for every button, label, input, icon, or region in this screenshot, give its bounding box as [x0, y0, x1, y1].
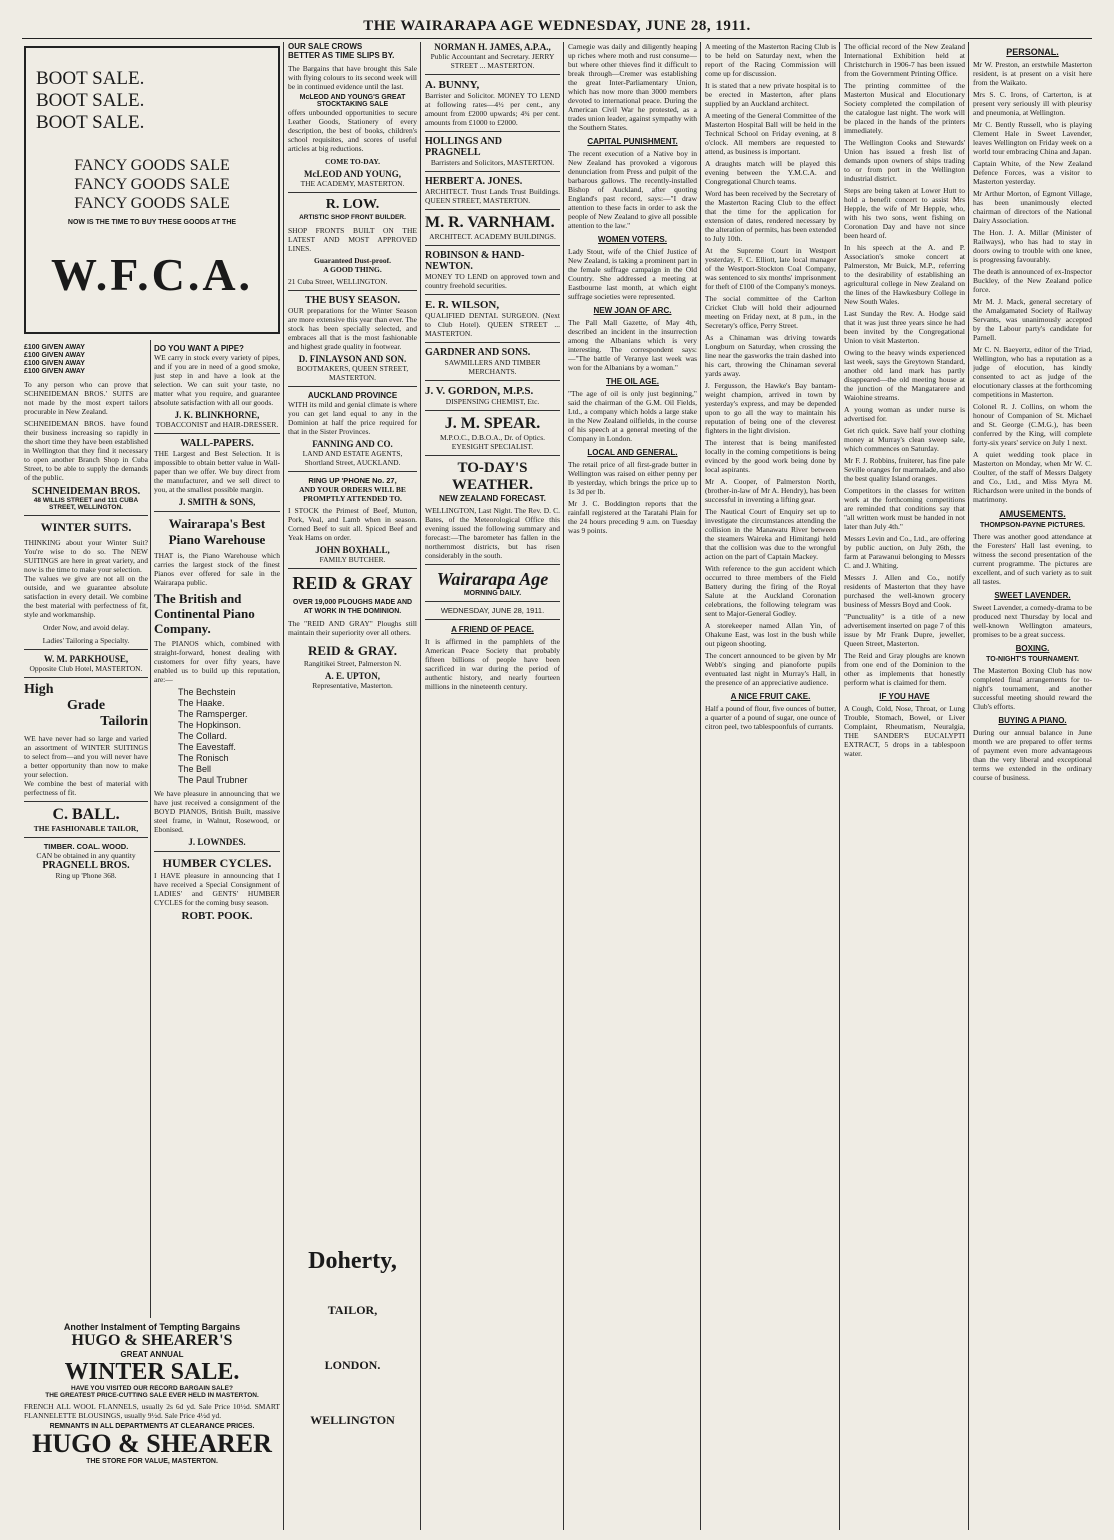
given-text: To any person who can prove that SCHNEIDEMAN BROS.' SUITS are not made by the most expert tailors procurable in New Zealand. [24, 380, 148, 416]
lowndes-name: J. LOWNDES. [188, 837, 246, 847]
issue-date: WEDNESDAY, JUNE 28, 1911. [440, 606, 545, 615]
greatest-sale: THE GREATEST PRICE-CUTTING SALE EVER HELD IN MASTERTON. [45, 1392, 259, 1399]
now-text: NOW IS THE TIME TO BUY THESE GOODS AT THE [67, 219, 237, 226]
cball-name: C. BALL. [52, 806, 120, 823]
come-today: COME TO-DAY. [324, 157, 381, 166]
piano-item: The Eavestaff. [178, 742, 236, 752]
doherty-wellington: WELLINGTON [310, 1413, 395, 1427]
schneideman-name: SCHNEIDEMAN BROS. [31, 486, 141, 497]
remnants-text: REMNANTS IN ALL DEPARTMENTS AT CLEARANCE PRICES. [49, 1423, 255, 1430]
winter-sale-title: WINTER SALE. [64, 1359, 240, 1385]
column-divider [968, 42, 969, 1530]
grade-text: Grade [66, 698, 106, 713]
bunny-name: A. BUNNY, [425, 79, 480, 91]
robinson-name: ROBINSON & HAND-NEWTON. [425, 250, 525, 272]
hugo-shearer-name: HUGO & SHEARER [32, 1429, 272, 1458]
ringup-title: RING UP 'PHONE No. 27, [308, 476, 397, 485]
friend-of-peace-title: A FRIEND OF PEACE. [451, 625, 534, 634]
mcleod-name: McLEOD AND YOUNG, [304, 169, 401, 179]
weather-title: TO-DAY'S WEATHER. [452, 460, 533, 493]
piano-item: The Haake. [178, 698, 225, 708]
col1-left: £100 GIVEN AWAY £100 GIVEN AWAY £100 GIVEN AWAY £100 GIVEN AWAY To any person who can prove that SCHNEIDEMAN BROS.' SUITS are not made by the most expert tailors procurable in New Zealand. SCHNEIDEMAN BROS. have found their business increasing so rapidly in the short time they have been established in Wellington that they find it necessary to open another Branch Shop in Cuba Street, to be able to supply the demands of the public. SCHNEIDEMAN BROS. 48 WILLIS STREET and 111 CUBA STREET, WELLINGTON. WINTER SUITS. THINKING about your Winter Suit? You're wise to do so. The NEW SUITINGS are here in great variety, and now is the time to make your selection. The values we give are not all on the outside, and we guarantee absolute satisfaction in every detail. We combine the best material with perfectness of fit, style and workmanship. Order Now, and avoid delay. Ladies' Tailoring a Specialty. W. M. PARKHOUSE, Opposite Club Hotel, MASTERTON. High Grade Tailorin WE have never had so large and varied an assortment of WINTER SUITINGS to select from—and you will never have a better opportunity than now to make your selection. We combine the best of material with perfectness of fit. C. BALL. THE FASHIONABLE TAILOR, TIMBER. COAL. WOOD. CAN be obtained in any quantity PRAGNELL BROS. Ring up 'Phone 368. [24, 344, 148, 880]
reid-gray-name: REID & GRAY. [308, 643, 397, 658]
piano-item: The Collard. [178, 731, 228, 741]
given-away: £100 GIVEN AWAY [24, 352, 85, 359]
wairarapa-age-title: Wairarapa Age [436, 569, 549, 589]
given-away: £100 GIVEN AWAY [24, 344, 85, 351]
piano-item: The Bell [178, 764, 212, 774]
gardner-name: GARDNER AND SONS. [425, 347, 531, 358]
jones-name: HERBERT A. JONES. [425, 176, 523, 187]
thompson-payne-title: THOMPSON-PAYNE PICTURES. [979, 522, 1085, 529]
piano-item: The Paul Trubner [178, 775, 248, 785]
our-sale-title: OUR SALE CROWS [288, 42, 363, 51]
tailoring-text: Tailorin [100, 714, 148, 729]
women-voters-title: WOMEN VOTERS. [598, 235, 667, 244]
humber-title: HUMBER CYCLES. [162, 856, 272, 870]
hugo-shearer-advert: Another Instalment of Tempting Bargains HUGO & SHEARER'S GREAT ANNUAL WINTER SALE. HAVE YOU VISITED OUR RECORD BARGAIN SALE? THE GREATEST PRICE-CUTTING SALE EVER HELD IN MASTERTON. FRENCH ALL WOOL FLANNELS, usually 2s 6d yd. Sale Price 10½d. SMART FLANNELETTE BLOUSINGS, usually 9½d. Sale Price 4½d yd. REMNANTS IN ALL DEPARTMENTS AT CLEARANCE PRICES. HUGO & SHEARER THE STORE FOR VALUE, MASTERTON. [24, 1322, 280, 1465]
piano-title: Piano Warehouse [168, 532, 266, 547]
given-away: £100 GIVEN AWAY [24, 360, 85, 367]
given-away: £100 GIVEN AWAY [24, 368, 85, 375]
boot-sale-line: BOOT SALE. [36, 112, 145, 133]
doherty-london: LONDON. [324, 1358, 381, 1372]
schneideman-address: 48 WILLIS STREET and 111 CUBA STREET, WELLINGTON. [33, 497, 139, 511]
column-2: OUR SALE CROWS BETTER AS TIME SLIPS BY. The Bargains that have brought this Sale with flying colours to its second week will be in continued evidence until the last. McLEOD AND YOUNG'S GREAT STOCKTAKING SALE offers unbounded opportunities to secure Leather Goods, Stationery of every description, the best of books, children's school requisites, and scores of useful articles at big reductions. COME TO-DAY. McLEOD AND YOUNG, THE ACADEMY, MASTERTON. R. LOW. ARTISTIC SHOP FRONT BUILDER. SHOP FRONTS BUILT ON THE LATEST AND MOST APPROVED LINES. Guaranteed Dust-proof. A GOOD THING. 21 Cuba Street, WELLINGTON. THE BUSY SEASON. OUR preparations for the Winter Season are more extensive this year than ever. The stock has been specially selected, and embraces all that is the most fashionable and highest grade quality in footwear. D. FINLAYSON AND SON. BOOTMAKERS, QUEEN STREET, MASTERTON. AUCKLAND PROVINCE WITH its mild and genial climate is where you can get land equal to any in the Dominion at half the price required for that in the Sister Provinces. FANNING AND CO. LAND AND ESTATE AGENTS, Shortland Street, AUCKLAND. RING UP 'PHONE No. 27, AND YOUR ORDERS WILL BE PROMPTLY ATTENDED TO. I STOCK the Primest of Beef, Mutton, Pork, Veal, and Lamb when in season. Corned Beef to suit all. Spiced Beef and Yeak Hams on order. JOHN BOXHALL, FAMILY BUTCHER. REID & GRAY OVER 19,000 PLOUGHS MADE AND AT WORK IN THE DOMINION. The "REID AND GRAY" Ploughs still maintain their superiority over all others. REID & GRAY. Rangitikei Street, Palmerston N. A. E. UPTON, Representative, Masterton. [288, 42, 417, 690]
fancy-goods-line: FANCY GOODS SALE [74, 157, 230, 174]
cball-subtitle: THE FASHIONABLE TAILOR, [33, 824, 139, 833]
smith-name: J. SMITH & SONS, [178, 497, 256, 507]
winter-text: THINKING about your Winter Suit? You're wise to do so. The NEW SUITINGS are here in great variety, and now is the time to make your selection. [24, 538, 148, 574]
spear-name: J. M. SPEAR. [444, 415, 541, 432]
column-divider [150, 340, 151, 1318]
pragnell-name: PRAGNELL BROS. [42, 860, 130, 871]
rlow-subtitle: ARTISTIC SHOP FRONT BUILDER. [299, 214, 406, 221]
tonight-tournament-title: TO-NIGHT'S TOURNAMENT. [986, 656, 1079, 663]
if-you-have-title: IF YOU HAVE [879, 692, 930, 701]
masthead: THE WAIRARAPA AGE WEDNESDAY, JUNE 28, 1911. [363, 18, 751, 34]
hugo-title: HUGO & SHEARER'S [71, 1332, 233, 1349]
wfca-advert [24, 46, 280, 338]
wallpapers-title: WALL-PAPERS. [180, 438, 254, 449]
masthead-rule [22, 38, 1092, 39]
doherty-name: Doherty, [308, 1248, 397, 1274]
great-annual: GREAT ANNUAL [120, 1350, 184, 1359]
parkhouse-address: Opposite Club Hotel, MASTERTON. [29, 664, 143, 673]
doherty-tailor: TAILOR, [327, 1303, 378, 1317]
instalment-text: Another Instalment of Tempting Bargains [63, 1322, 241, 1332]
fruitcake-title: A NICE FRUIT CAKE. [730, 692, 811, 701]
oil-age-title: THE OIL AGE. [606, 377, 659, 386]
wilson-name: E. R. WILSON, [425, 299, 500, 311]
buying-piano-title: BUYING A PIANO. [998, 716, 1067, 725]
column-divider [700, 42, 701, 1530]
boot-sale-line: BOOT SALE. [36, 90, 145, 111]
column-divider [563, 42, 564, 1530]
fanning-name: FANNING AND CO. [312, 439, 393, 449]
gordon-name: J. V. GORDON, M.P.S. [425, 385, 534, 397]
piano-item: The Hopkinson. [178, 720, 242, 730]
boot-sale-line: BOOT SALE. [36, 68, 145, 89]
column-divider [420, 42, 421, 1530]
column-7: PERSONAL. Mr W. Preston, an erstwhile Masterton resident, is at present on a visit here from the Waikato. Mrs S. C. Irons, of Carterton, is at present very seriously ill with pleurisy and pneumonia, at Wellington. Mr C. Bently Russell, who is playing Clement Hale in Sweet Lavender, leaves Wellington on Friday week on a world tour embracing China and Japan. Captain White, of the New Zealand Defence Forces, was a visitor to Masterton yesterday. Mr Arthur Morton, of Egmont Village, has been unanimously elected chairman of directors of the National Dairy Association. The Hon. J. A. Millar (Minister of Railways), who has had to stay in doors owing to trouble with one knee, is progressing favourably. The death is announced of ex-Inspector Buckley, of the New Zealand police force. Mr M. J. Mack, general secretary of the Amalgamated Society of Railway Servants, was unanimously accepted by the Labour party's candidate for Parnell. Mr C. N. Baeyertz, editor of the Triad, Wellington, who has a reputation as a judge of elocution, has kindly consented to act as judge of the elocutionary classes at the forthcoming competitions in Masterton. Colonel R. J. Collins, on whom the honour of Companion of St. Michael and St. George (C.M.G.), has been conferred by the King, will complete forty-six years' service on July 1 next. A quiet wedding took place in Masterton on Monday, when Mr W. C. Coulter, of the staff of Messrs Dalgety and Co., Ltd., and Miss Myra M. Richardson were united in the bonds of matrimony. AMUSEMENTS. THOMPSON-PAYNE PICTURES. There was another good attendance at the Foresters' Hall last evening, to witness the second presentation of the current programme. The pictures are excellent, and of such variety as to suit all tastes. SWEET LAVENDER. Sweet Lavender, a comedy-drama to be produced next Thursday by local and well-known Wellington amateurs, promises to be a great success. BOXING. TO-NIGHT'S TOURNAMENT. The Masterton Boxing Club has now completed final arrangements for to-night's tournament, and another successful meeting should reward the Club's efforts. BUYING A PIANO. During our annual balance in June month we are prepared to offer terms of payment even more advantageous than the very liberal and exceptional terms we extended in the ordinary course of business. [973, 47, 1092, 782]
rlow-name: R. LOW. [325, 197, 380, 212]
column-divider [283, 42, 284, 1530]
academy-text: THE ACADEMY, MASTERTON. [300, 179, 405, 188]
piano-item: The Ramsperger. [178, 709, 248, 719]
joan-of-arc-title: NEW JOAN OF ARC. [593, 306, 672, 315]
local-general-title: LOCAL AND GENERAL. [587, 448, 678, 457]
piano-item: The Ronisch [178, 753, 229, 763]
fancy-goods-line: FANCY GOODS SALE [74, 195, 230, 212]
high-text: High [24, 682, 54, 697]
boxhall-name: JOHN BOXHALL, [315, 545, 390, 555]
hollings-name: HOLLINGS AND PRAGNELL [425, 136, 502, 158]
best-title: Wairarapa's Best [168, 516, 266, 531]
wfca-title: W.F.C.A. [50, 249, 254, 300]
sweet-lavender-title: SWEET LAVENDER. [994, 591, 1071, 600]
col1-right: DO YOU WANT A PIPE? WE carry in stock every variety of pipes, and if you are in need of a good smoke, just step in and have a look at the selection. We can suit your taste, no matter what you require, and guarantee absolute satisfaction with all our goods. J. K. BLINKHORNE, TOBACCONIST and HAIR-DRESSER. WALL-PAPERS. THE Largest and Best Selection. It is impossible to obtain better value in Wall-paper than we offer. We buy direct from the manufacturer, and we sell direct to you, at the smallest possible margin. J. SMITH & SONS, Wairarapa's Best Piano Warehouse THAT is, the Piano Warehouse which carries the largest stock of the finest Pianos ever offered for sale in the Wairarapa public. The British and Continental Piano Company. The PIANOS which, combined with straight-forward, honest dealing with customers for over fifty years, have enabled us to build up this reputation, are:— The Bechstein The Haake. The Ramsperger. The Hopkinson. The Collard. The Eavestaff. The Ronisch The Bell The Paul Trubner We have pleasure in announcing that we have just received a consignment of the BOYD PIANOS, British Built, massive steel frame, in Walnut, Rosewood, or Ebonised. J. LOWNDES. HUMBER CYCLES. I HAVE pleasure in announcing that I have received a Special Consignment of LADIES' and GENTS' HUMBER CYCLES for the coming busy season. ROBT. POOK. [154, 344, 280, 922]
boxing-title: BOXING. [1015, 644, 1050, 653]
ring-text: Ring up 'Phone 368. [55, 871, 117, 880]
timber-title: TIMBER. COAL. WOOD. [43, 842, 129, 851]
column-divider [839, 42, 840, 1530]
piano-item: The Bechstein [178, 687, 236, 697]
winter-suits-title: WINTER SUITS. [40, 520, 132, 534]
better-title: BETTER AS TIME SLIPS BY. [288, 51, 395, 60]
blinkhorne-name: J. K. BLINKHORNE, [174, 410, 260, 420]
store-text: THE STORE FOR VALUE, MASTERTON. [86, 1458, 218, 1465]
forecast-title: NEW ZEALAND FORECAST. [439, 494, 546, 503]
mcleod-sale: McLEOD AND YOUNG'S GREAT STOCKTAKING SALE [299, 94, 406, 108]
parkhouse-name: W. M. PARKHOUSE, [43, 654, 129, 664]
piano-list [154, 687, 280, 786]
column-4: Carnegie was daily and diligently heaping up riches where moth and rust consume—but where other thieves find it difficult to break through—Cremer was establishing the great Inter-Parliamentary Union, which has now more than 3000 members devoted to international peace. During the American Civil War he protested, as a trades union leader, against sympathy with the Southern States. CAPITAL PUNISHMENT. The recent execution of a Native boy in New Zealand has provoked a vigorous denunciation from Press and pulpit of the barbarous gallows. The recently-installed Bishop of Auckland, after quoting England's past record, says:—"I draw attention to these facts in order to ask the people of New Zealand to give all possible attention to the law." WOMEN VOTERS. Lady Stout, wife of the Chief Justice of New Zealand, is taking a prominent part in the female suffrage campaign in the Old Country. She addressed a meeting at Eastbourne last month, at which eight suffrage societies were represented. NEW JOAN OF ARC. The Pall Mall Gazette, of May 4th, described an incident in the insurrection among the Albanians which is very interesting. The correspondent says:—"The battle of Veranye last week was won for the Albanians by a woman." THE OIL AGE. "The age of oil is only just beginning," said the chairman of the G.M. Oil Fields, Ltd., a company which holds a large stake in the New Zealand oilfields, in the course of his speech at a general meeting of the Company in London. LOCAL AND GENERAL. The retail price of all first-grade butter in Wellington was raised on either penny per lb yesterday, which brings the price up to 1s 3d per lb. Mr J. C. Boddington reports that the rainfall registered at the Taratahi Plain for the 24 hours preceding 9 a.m. on Tuesday was 9 points. [568, 42, 697, 535]
pook-name: ROBT. POOK. [181, 910, 253, 922]
fancy-goods-line: FANCY GOODS SALE [74, 176, 230, 193]
james-name: NORMAN H. JAMES, A.P.A., [434, 42, 551, 52]
personal-title: PERSONAL. [1006, 47, 1059, 57]
auckland-title: AUCKLAND PROVINCE [307, 391, 398, 400]
column-3: NORMAN H. JAMES, A.P.A., Public Accountant and Secretary. JERRY STREET ... MASTERTON. A. BUNNY, Barrister and Solicitor. MONEY TO LEND at following rates—4½ per cent., any amount from £2000 upwards; 4¾ per cent. amounts from £1000 to £2000. HOLLINGS AND PRAGNELL Barristers and Solicitors, MASTERTON. HERBERT A. JONES. ARCHITECT. Trust Lands Trust Buildings. QUEEN STREET, MASTERTON. M. R. VARNHAM. ARCHITECT. ACADEMY BUILDINGS. ROBINSON & HAND-NEWTON. MONEY TO LEND on approved town and country freehold securities. E. R. WILSON, QUALIFIED DENTAL SURGEON. (Next to Club Hotel). QUEEN STREET ... MASTERTON. GARDNER AND SONS. SAWMILLERS AND TIMBER MERCHANTS. J. V. GORDON, M.P.S. DISPENSING CHEMIST, Etc. J. M. SPEAR. M.P.O.C., D.B.O.A., Dr. of Optics. EYESIGHT SPECIALIST. TO-DAY'S WEATHER. NEW ZEALAND FORECAST. WELLINGTON, Last Night. The Rev. D. C. Bates, of the Meteorological Office this evening issued the following summary and forecast:—The barometer has fallen in the northernmost districts, but has risen considerably in the south. Wairarapa Age MORNING DAILY. WEDNESDAY, JUNE 28, 1911. A FRIEND OF PEACE. It is affirmed in the pamphlets of the American Peace Society that probably fifteen billions of people have been sacrificed in war during the period of authentic history, and nearly fourteen millions in the nineteenth century. [425, 42, 560, 691]
reid-gray-title: REID & GRAY [292, 573, 413, 593]
finlayson-name: D. FINLAYSON AND SON. [298, 354, 407, 364]
column-6: The official record of the New Zealand International Exhibition held at Christchurch in 1906-7 has been issued from the Government Printing Office. The printing committee of the Masterton Musical and Elocutionary Society completed the compilation of the catalogue last night. The work will be placed in the hands of the printers immediately. The Wellington Cooks and Stewards' Union has issued a fresh list of demands upon owners of ships trading to or from port in the Wellington industrial district. Steps are being taken at Lower Hutt to hold a benefit concert to assist Mrs Hepple, the wife of Mr Hepple, who, with his two sons, went fishing on Coronation Day and have not since been heard of. In his speech at the A. and P. Association's smoke concert at Palmerston, Mr Buick, M.P., referring to the desirability of establishing an agricultural college in New Zealand on the lines of the Hawkesbury College in New South Wales. Last Sunday the Rev. A. Hodge said that it was just three years since he had been invited by the Congregational Union to visit Masterton. Owing to the heavy winds experienced last week, says the Greytown Standard, another old land mark has partly disappeared—the old meeting house at the junction of the Mangatarere and Waiohine streams. A young woman as under nurse is advertised for. Get rich quick. Save half your clothing money at Murray's clean sweep sale, which commences on Saturday. Mr F. J. Robbins, fruiterer, has fine pale Seville oranges for marmalade, and also the best quality Island oranges. Competitors in the classes for written work at the forthcoming competitions are reminded that conditions say that "all written work must be handed in not later than July 4th." Messrs Levin and Co., Ltd., are offering by public auction, on July 26th, the farm at Parawanui belonging to Messrs C. and J. Whiting. Messrs J. Allen and Co., notify residents of Masterton that they have purchased the well-known grocery business of Messrs Boyd and Cook. "Punctuality" is a title of a new advertisement inserted on page 7 of this issue by Mr Frank Dupre, jeweller, Queen Street, Masterton. The Reid and Gray ploughs are known from one end of the Dominion to the other as implements that honestly perform what is claimed for them. IF YOU HAVE A Cough, Cold, Nose, Throat, or Lung Trouble, Stomach, Bowel, or Liver Complaint, Rheumatism, Neuralgia, THE SANDER'S EUCALYPTI EXTRACT, 5 drops in a tablespoon water. [844, 42, 965, 758]
morning-daily: MORNING DAILY. [463, 590, 522, 597]
busy-season: THE BUSY SEASON. [305, 295, 400, 306]
pipe-title: DO YOU WANT A PIPE? [154, 344, 244, 353]
capital-title: CAPITAL PUNISHMENT. [587, 137, 678, 146]
column-5: A meeting of the Masterton Racing Club is to be held on Saturday next, when the report of the Racing Commission will come up for discussion. It is stated that a new private hospital is to be erected in Masterton, after plans supplied by an Auckland architect. A meeting of the General Committee of the Masterton Hospital Ball will be held in the Technical School on Friday evening, at 8 o'clock. All members are requested to attend, as business is important. A draughts match will be played this evening between the Y.M.C.A. and Congregational Church teams. Word has been received by the Secretary of the Masterton Racing Club to the effect that the time for the application for extension of dates, rendered necessary by the alteration of permits, has been extended to July 10th. At the Supreme Court in Westport yesterday, F. C. Elliott, late local manager of the Westport-Stockton Coal Company, was sentenced to six months' imprisonment for theft of £100 of the Company's moneys. The social committee of the Carlton Cricket Club will hold their adjourned meeting on Friday next, at 8 p.m., in the Secretary's office, Perry Street. As a Chinaman was driving towards Longburn on Saturday, when crossing the line near the gasworks the train dashed into his cart, throwing the Chinaman several yards away. J. Fergusson, the Hawke's Bay bantam-weight champion, arrived in town by yesterday's express, and may be depended upon to go all the way to maintain his reputation of being one of the cleverest fighters in the light division. The interest that is being manifested locally in the coming competitions is being evinced by the good work being done by local aspirants. Mr A. Cooper, of Palmerston North, (brother-in-law of Mr A. Hendry), has been successful in inventing a lifting gear. The Nautical Court of Enquiry set up to investigate the circumstances attending the collision in the Manawatu River between the steamers Waireka and Himitangi held that the collision was due to the wrongful action on the part of Captain Mackey. With reference to the gun accident which occurred to three members of the Field Battery during the firing of the Royal Salute at the Auckland Coronation celebrations, the following telegram was sent to Major-General Godley. A storekeeper named Allan Yin, of Ohakune East, was lost in the bush while out pigeon shooting. The concert announced to be given by Mr Webb's singing and pianoforte pupils eventuated last night in Murray's Hall, in the presence of an appreciative audience. A NICE FRUIT CAKE. Half a pound of flour, five ounces of butter, a quarter of a pound of sugar, one ounce of citron peel, two tablespoonfuls of currants. [705, 42, 836, 731]
upton-name: A. E. UPTON, [324, 671, 381, 681]
doherty-advert [288, 1228, 417, 1530]
amusements-title: AMUSEMENTS. [999, 509, 1066, 519]
have-visited: HAVE YOU VISITED OUR RECORD BARGAIN SALE? [71, 1385, 233, 1392]
varnham-name: M. R. VARNHAM. [425, 214, 555, 231]
british-piano-title: The British and Continental Piano Company. [154, 591, 255, 636]
